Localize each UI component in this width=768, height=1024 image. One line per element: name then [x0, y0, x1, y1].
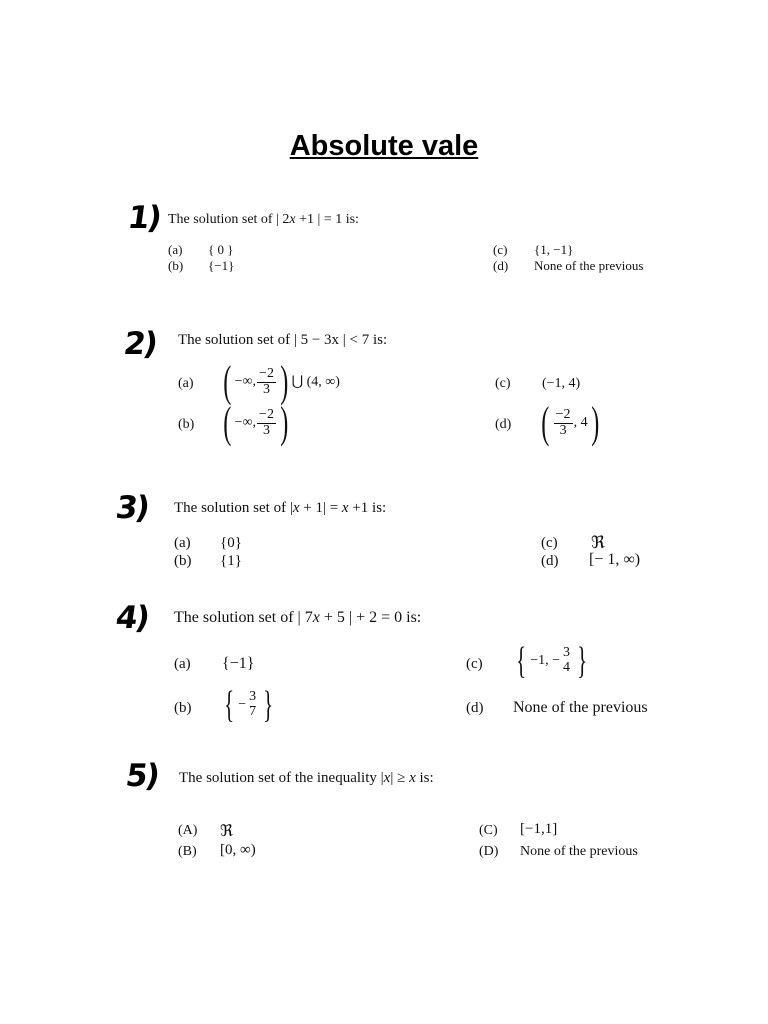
option-d-label: (d) — [495, 417, 512, 432]
question-prompt: The solution set of | 5 − 3x | < 7 is: — [178, 332, 388, 348]
option-b-label: (b) — [178, 417, 195, 432]
option-c-value: ℜ — [591, 533, 605, 552]
question-number: 4) — [113, 600, 151, 636]
option-d-value: None of the previous — [520, 844, 638, 859]
option-a-value: ( −∞, $\frac{-2}{3}$ ) ⋃ (4, ∞) — [223, 357, 340, 406]
option-b-value: {−1} — [208, 258, 235, 273]
option-a-value: {−1} — [222, 655, 255, 672]
option-c-label: (c) — [541, 535, 558, 551]
option-a-label: (A) — [178, 823, 198, 838]
option-b-value: {1} — [220, 553, 242, 569]
option-b-value: { − 3 7 } — [224, 684, 274, 726]
option-a-label: (a) — [174, 535, 191, 551]
option-c-label: (c) — [493, 242, 508, 257]
option-d-value: None of the previous — [513, 699, 648, 716]
option-d-label: (D) — [479, 844, 499, 859]
question-prompt: The solution set of |x + 1| = x +1 is: — [174, 500, 387, 516]
option-b-label: (b) — [174, 553, 192, 569]
option-a-value: ℜ — [220, 823, 234, 840]
option-c-label: (c) — [466, 656, 483, 672]
option-b-label: (b) — [168, 258, 184, 273]
option-d-value: ( $\frac{-2}{3}$ , 4) — [541, 398, 599, 447]
option-d-label: (d) — [493, 258, 509, 273]
option-c-value: [−1,1] — [520, 821, 558, 837]
question-number: 2) — [121, 326, 159, 362]
option-c-value: { −1, − 3 4 } — [516, 640, 588, 682]
option-a-label: (a) — [174, 656, 191, 672]
option-b-value: [0, ∞) — [220, 842, 256, 858]
question-number: 1) — [125, 200, 163, 236]
option-c-label: (c) — [495, 376, 511, 391]
page-title: Absolute vale — [289, 130, 479, 162]
option-a-label: (a) — [168, 242, 183, 257]
option-a-value: { 0 } — [208, 242, 234, 257]
option-c-label: (C) — [479, 823, 498, 838]
option-b-label: (b) — [174, 700, 192, 716]
question-number: 3) — [113, 490, 151, 526]
option-c-value: {1, −1} — [534, 242, 574, 257]
option-b-label: (B) — [178, 844, 197, 859]
option-b-value: ( −∞, $\frac{-2}{3}$ ) — [223, 398, 289, 447]
option-a-label: (a) — [178, 376, 194, 391]
option-d-label: (d) — [466, 700, 484, 716]
option-a-value: {0} — [220, 535, 242, 551]
option-d-label: (d) — [541, 553, 559, 569]
option-d-value: [− 1, ∞) — [589, 551, 641, 568]
question-prompt: The solution set of | 2x +1 | = 1 is: — [168, 212, 359, 227]
option-c-value: (−1, 4) — [542, 376, 581, 391]
option-d-value: None of the previous — [534, 258, 644, 273]
question-prompt: The solution set of | 7x + 5 | + 2 = 0 is: — [174, 609, 422, 626]
question-number: 5) — [123, 758, 161, 794]
question-prompt: The solution set of the inequality |x| ≥ x is: — [179, 770, 434, 786]
